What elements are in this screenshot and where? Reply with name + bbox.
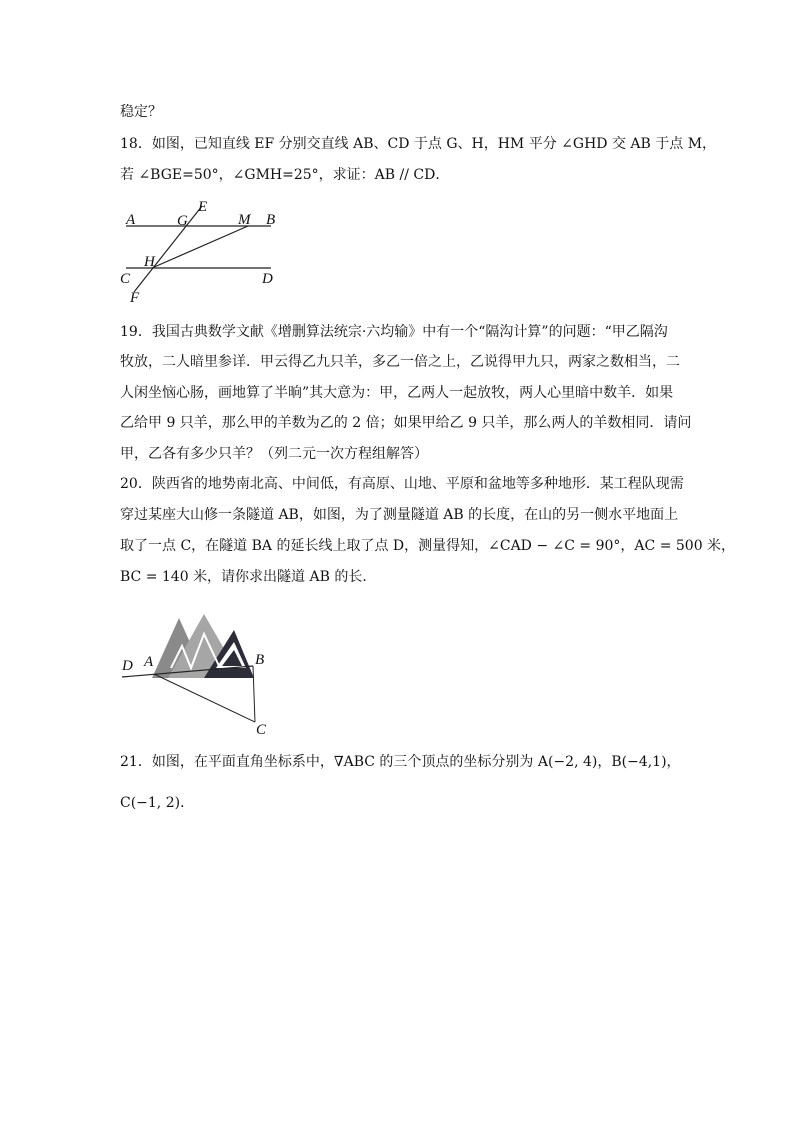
label-d: D [262, 271, 273, 287]
q20-line-3: 取了一点 C，在隧道 BA 的延长线上取了点 D，测量得知，∠CAD − ∠C = 90°，AC = 500 米， [120, 538, 736, 554]
label-f: F [130, 290, 140, 306]
label-c: C [120, 271, 131, 287]
q21-line-2: C(−1, 2)． [120, 795, 195, 811]
label-a: A [126, 212, 136, 228]
label-e: E [198, 199, 208, 215]
label-m: M [238, 212, 251, 228]
label-a: A [144, 654, 154, 670]
q20-line-4: BC = 140 米，请你求出隧道 AB 的长． [120, 569, 377, 585]
q18-line-2: 若 ∠BGE=50°，∠GMH=25°，求证：AB // CD． [120, 167, 450, 183]
q19-line-1: 19．我国古典数学文献《增删算法统宗·六均输》中有一个“隔沟计算”的问题：“甲乙隔沟 [120, 324, 668, 340]
label-g: G [177, 213, 188, 229]
segment-ac [154, 674, 255, 722]
label-c: C [256, 722, 267, 738]
line-hm [152, 226, 248, 268]
label-h: H [144, 254, 155, 270]
label-b: B [255, 652, 265, 668]
q20-line-1: 20．陕西省的地势南北高、中间低，有高原、山地、平原和盆地等多种地形．某工程队现需 [120, 476, 684, 492]
label-b: B [266, 212, 276, 228]
line-ef [134, 206, 202, 292]
segment-bc [253, 666, 255, 722]
q19-line-3: 人闲坐恼心肠，画地算了半晌”其大意为：甲，乙两人一起放牧，两人心里暗中数羊．如果 [120, 385, 674, 401]
label-d: D [122, 658, 133, 674]
q21-line-1: 21．如图，在平面直角坐标系中，∇ABC 的三个顶点的坐标分别为 A(−2, 4)，B(−4,1)， [120, 754, 681, 770]
q20-figure [116, 606, 276, 738]
q19-line-2: 牧放，二人暗里参详．甲云得乙九只羊，多乙一倍之上，乙说得甲九只，两家之数相当，二 [120, 354, 680, 370]
q18-line-1: 18．如图，已知直线 EF 分别交直线 AB、CD 于点 G、H，HM 平分 ∠GHD 交 AB 于点 M， [120, 136, 717, 152]
q19-line-4: 乙给甲 9 只羊，那么甲的羊数为乙的 2 倍；如果甲给乙 9 只羊，那么两人的羊数相同．请问 [120, 415, 692, 431]
q19-line-5: 甲，乙各有多少只羊？（列二元一次方程组解答） [120, 446, 428, 462]
q20-line-2: 穿过某座大山修一条隧道 AB，如图，为了测量隧道 AB 的长度，在山的另一侧水平地面上 [120, 507, 679, 523]
carryover-text: 稳定？ [120, 104, 162, 120]
q18-figure [116, 196, 286, 306]
